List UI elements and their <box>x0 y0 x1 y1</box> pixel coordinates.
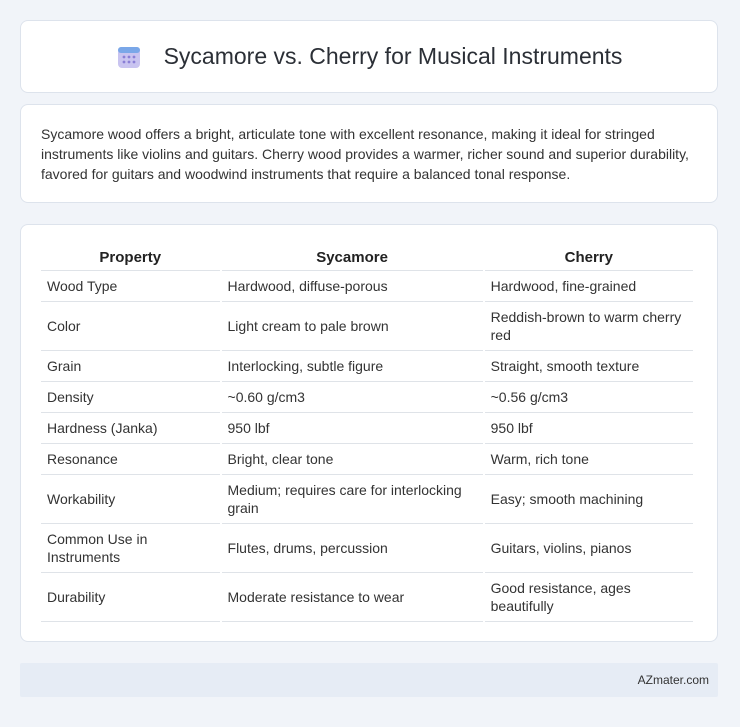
title-wrap <box>116 43 623 70</box>
table-cell: Color <box>41 302 220 351</box>
table-row <box>41 524 693 573</box>
footer-brand[interactable]: AZmater.com <box>637 673 709 687</box>
table-row <box>41 302 693 351</box>
table-cell: Straight, smooth texture <box>485 351 693 382</box>
column-header: Property <box>41 244 220 271</box>
table-row <box>41 271 693 302</box>
table-cell: 950 lbf <box>222 413 483 444</box>
table-cell: Medium; requires care for interlocking grain <box>222 475 483 524</box>
table-row <box>41 351 693 382</box>
table-cell: Moderate resistance to wear <box>222 573 483 622</box>
table-row <box>41 444 693 475</box>
table-header-row <box>41 244 693 271</box>
page-title: Sycamore vs. Cherry for Musical Instruments <box>163 43 623 69</box>
table-cell: Hardwood, fine-grained <box>485 271 693 302</box>
table-cell: Hardwood, diffuse-porous <box>222 271 483 302</box>
table-row <box>41 382 693 413</box>
table-cell: ~0.56 g/cm3 <box>485 382 693 413</box>
table-cell: Reddish-brown to warm cherry red <box>485 302 693 351</box>
table-cell: Bright, clear tone <box>222 444 483 475</box>
table-cell: Good resistance, ages beautifully <box>485 573 693 622</box>
table-cell: Flutes, drums, percussion <box>222 524 483 573</box>
calendar-icon <box>116 44 142 70</box>
table-cell: Workability <box>41 475 220 524</box>
table-cell: Grain <box>41 351 220 382</box>
column-header: Sycamore <box>222 244 483 271</box>
table-cell: Common Use in Instruments <box>41 524 220 573</box>
table-row <box>41 475 693 524</box>
table-cell: Warm, rich tone <box>485 444 693 475</box>
comparison-card <box>20 224 718 642</box>
table-cell: Resonance <box>41 444 220 475</box>
summary-card <box>20 104 718 203</box>
table-cell: Guitars, violins, pianos <box>485 524 693 573</box>
comparison-table <box>39 244 695 622</box>
table-cell: Easy; smooth machining <box>485 475 693 524</box>
table-cell: Hardness (Janka) <box>41 413 220 444</box>
table-cell: 950 lbf <box>485 413 693 444</box>
summary-text: Sycamore wood offers a bright, articulate tone with excellent resonance, making it ideal for stringed instruments like violins and guitars. Cherry wood provides a warmer, richer sound and superior durability, favored for guitars and woodwind instruments that require a balanced tonal response. <box>41 126 689 182</box>
table-cell: Interlocking, subtle figure <box>222 351 483 382</box>
title-card <box>20 20 718 93</box>
footer <box>20 663 718 697</box>
table-row <box>41 573 693 622</box>
table-cell: Light cream to pale brown <box>222 302 483 351</box>
table-cell: Wood Type <box>41 271 220 302</box>
table-cell: Density <box>41 382 220 413</box>
table-cell: Durability <box>41 573 220 622</box>
table-row <box>41 413 693 444</box>
table-cell: ~0.60 g/cm3 <box>222 382 483 413</box>
column-header: Cherry <box>485 244 693 271</box>
